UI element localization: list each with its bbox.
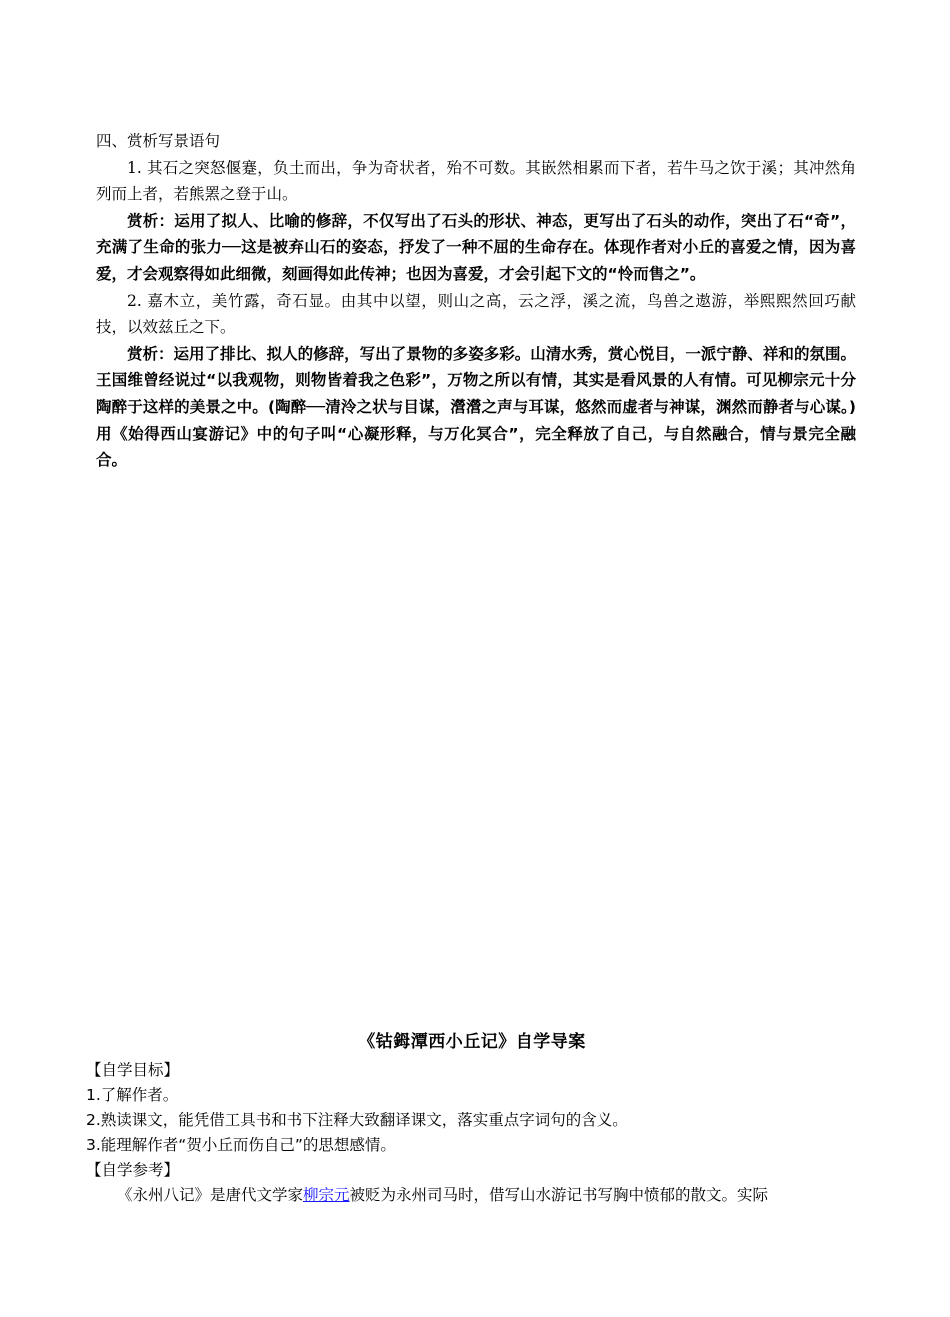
- goal-item-2: 2.熟读课文，能凭借工具书和书下注释大致翻译课文，落实重点字词句的含义。: [86, 1111, 628, 1129]
- quote-1: 1. 其石之突怒偃蹇，负土而出，争为奇状者，殆不可数。其嵌然相累而下者，若牛马之饮于溪；其冲然角列而上者，若熊罴之登于山。: [96, 158, 856, 204]
- appreciation-text: 运用了拟人、比喻的修辞，不仅写出了石头的形状、神态，更写出了石头的动作，突出了石“奇”，充满了生命的张力──这是被弃山石的姿态，抒发了一种不屈的生命存在。体现作者对小丘的喜爱之情，因为喜爱，才会观察得如此细微，刻画得如此传神；也因为喜爱，才会引起下文的“怜而售之”。: [96, 211, 856, 283]
- appreciation-label: 赏析：: [127, 344, 174, 363]
- reference-header: 【自学参考】: [86, 1161, 180, 1179]
- reference-text-start: 《永州八记》是唐代文学家: [117, 1186, 304, 1204]
- appreciation-section: [96, 128, 856, 474]
- self-study-section: [86, 1030, 858, 1208]
- goal-item-3: 3.能理解作者“贺小丘而伤自己”的思想感情。: [86, 1136, 396, 1154]
- reference-text-end: 被贬为永州司马时，借写山水游记书写胸中愤郁的散文。实际: [349, 1186, 769, 1204]
- appreciation-label: 赏析：: [127, 211, 175, 230]
- appreciation-1: [96, 208, 856, 288]
- reference-paragraph: [86, 1183, 858, 1208]
- appreciation-text: 运用了排比、拟人的修辞，写出了景物的多姿多彩。山清水秀，赏心悦目，一派宁静、祥和的氛围。王国维曾经说过“以我观物，则物皆着我之色彩”，万物之所以有情，其实是看风景的人有情。可见柳宗元十分陶醉于这样的美景之中。(陶醉──清泠之状与目谋，瀯瀯之声与耳谋，悠然而虚者与神谋，渊然而静者与心谋。)用《始得西山宴游记》中的句子叫“心凝形释，与万化冥合”，完全释放了自己，与自然融合，情与景完全融合。: [96, 344, 856, 470]
- section-heading: 四、赏析写景语句: [96, 132, 221, 150]
- author-link[interactable]: 柳宗元: [303, 1186, 350, 1204]
- document-title: 《钴鉧潭西小丘记》自学导案: [358, 1032, 586, 1052]
- goals-header: 【自学目标】: [86, 1061, 180, 1079]
- quote-2: 2. 嘉木立，美竹露，奇石显。由其中以望，则山之高，云之浮，溪之流，鸟兽之遨游，举熙熙然回巧献技，以效兹丘之下。: [96, 291, 856, 337]
- appreciation-2: [96, 341, 856, 474]
- goal-item-1: 1.了解作者。: [86, 1086, 179, 1104]
